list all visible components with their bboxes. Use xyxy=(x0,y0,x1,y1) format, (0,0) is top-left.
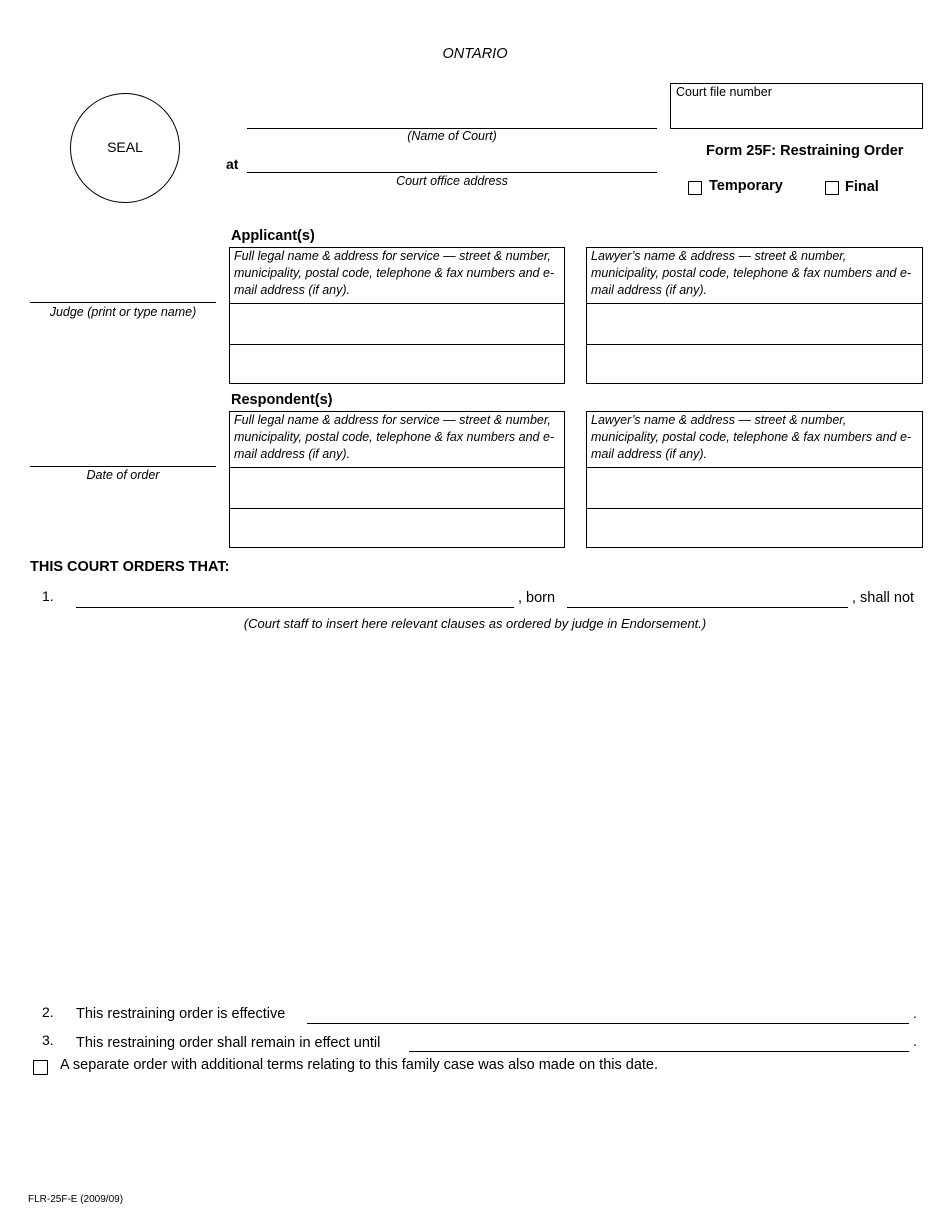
applicant-party-divider-2 xyxy=(230,344,564,345)
respondent-party-divider-2 xyxy=(230,508,564,509)
applicant-party-input-1[interactable] xyxy=(232,306,562,342)
respondent-party-divider-1 xyxy=(230,467,564,468)
item3-number: 3. xyxy=(42,1032,54,1048)
item2-text: This restraining order is effective xyxy=(76,1006,286,1022)
temporary-label: Temporary xyxy=(709,178,783,194)
respondents-heading: Respondent(s) xyxy=(231,392,333,408)
at-label: at xyxy=(226,156,239,172)
item1-born-text: , born xyxy=(518,590,556,606)
item3-period: . xyxy=(913,1033,917,1049)
final-label: Final xyxy=(845,179,879,195)
date-of-order-input[interactable] xyxy=(30,448,216,466)
respondent-lawyer-label: Lawyer’s name & address — street & number, municipality, postal code, telephone & fax numbers and e-mail address (if any). xyxy=(591,413,912,461)
item3-until-input[interactable] xyxy=(409,1033,909,1051)
applicant-lawyer-input-2[interactable] xyxy=(589,347,919,381)
orders-heading: THIS COURT ORDERS THAT: xyxy=(30,559,230,575)
item2-period: . xyxy=(913,1005,917,1021)
item1-note: (Court staff to insert here relevant clauses as ordered by judge in Endorsement.) xyxy=(243,616,707,631)
item1-party-name-input[interactable] xyxy=(76,589,514,607)
separate-order-checkbox[interactable] xyxy=(33,1060,48,1075)
date-of-order-line xyxy=(30,466,216,467)
court-office-address-line xyxy=(247,172,657,173)
name-of-court-caption: (Name of Court) xyxy=(407,129,497,143)
respondent-party-input-1[interactable] xyxy=(232,470,562,506)
applicant-party-box xyxy=(229,247,565,384)
respondent-lawyer-input-1[interactable] xyxy=(589,470,919,506)
applicant-party-label: Full legal name & address for service — street & number, municipality, postal code, telephone & fax numbers and e-mail address (if any). xyxy=(234,249,555,297)
applicant-lawyer-divider-1 xyxy=(587,303,922,304)
item3-text: This restraining order shall remain in effect until xyxy=(76,1035,381,1051)
judge-caption: Judge (print or type name) xyxy=(49,305,197,319)
applicants-heading: Applicant(s) xyxy=(231,228,315,244)
respondent-party-label: Full legal name & address for service — street & number, municipality, postal code, telephone & fax numbers and e-mail address (if any). xyxy=(234,413,555,461)
temporary-checkbox[interactable] xyxy=(688,181,702,195)
judge-line xyxy=(30,302,216,303)
item1-party-name-line xyxy=(76,607,514,608)
item1-number: 1. xyxy=(42,588,54,604)
form-title: Form 25F: Restraining Order xyxy=(706,143,904,159)
court-office-address-caption: Court office address xyxy=(396,174,508,188)
date-of-order-caption: Date of order xyxy=(86,468,160,482)
item2-effective-input[interactable] xyxy=(307,1005,909,1023)
seal-label: SEAL xyxy=(107,139,143,155)
item3-until-line xyxy=(409,1051,909,1052)
respondent-party-box xyxy=(229,411,565,548)
item1-clauses-area[interactable] xyxy=(30,640,924,994)
respondent-party-input-2[interactable] xyxy=(232,511,562,545)
applicant-party-input-2[interactable] xyxy=(232,347,562,381)
province-title: ONTARIO xyxy=(442,46,508,62)
applicant-lawyer-divider-2 xyxy=(587,344,922,345)
item1-birthdate-input[interactable] xyxy=(567,589,848,607)
seal-circle xyxy=(70,93,180,203)
judge-name-input[interactable] xyxy=(30,284,216,302)
name-of-court-input[interactable] xyxy=(247,110,657,128)
separate-order-text: A separate order with additional terms relating to this family case was also made on this date. xyxy=(60,1057,659,1073)
applicant-lawyer-label: Lawyer’s name & address — street & number, municipality, postal code, telephone & fax numbers and e-mail address (if any). xyxy=(591,249,912,297)
court-file-number-box[interactable] xyxy=(670,83,923,129)
respondent-lawyer-input-2[interactable] xyxy=(589,511,919,545)
item1-birthdate-line xyxy=(567,607,848,608)
court-office-address-input[interactable] xyxy=(247,154,657,172)
final-checkbox[interactable] xyxy=(825,181,839,195)
respondent-lawyer-divider-1 xyxy=(587,467,922,468)
item2-effective-line xyxy=(307,1023,909,1024)
item2-number: 2. xyxy=(42,1004,54,1020)
respondent-lawyer-box xyxy=(586,411,923,548)
applicant-lawyer-input-1[interactable] xyxy=(589,306,919,342)
applicant-party-divider-1 xyxy=(230,303,564,304)
applicant-lawyer-box xyxy=(586,247,923,384)
respondent-lawyer-divider-2 xyxy=(587,508,922,509)
form-code: FLR-25F-E (2009/09) xyxy=(28,1194,124,1205)
court-file-number-label: Court file number xyxy=(676,85,772,99)
item1-shall-not-text: , shall not xyxy=(852,590,915,606)
